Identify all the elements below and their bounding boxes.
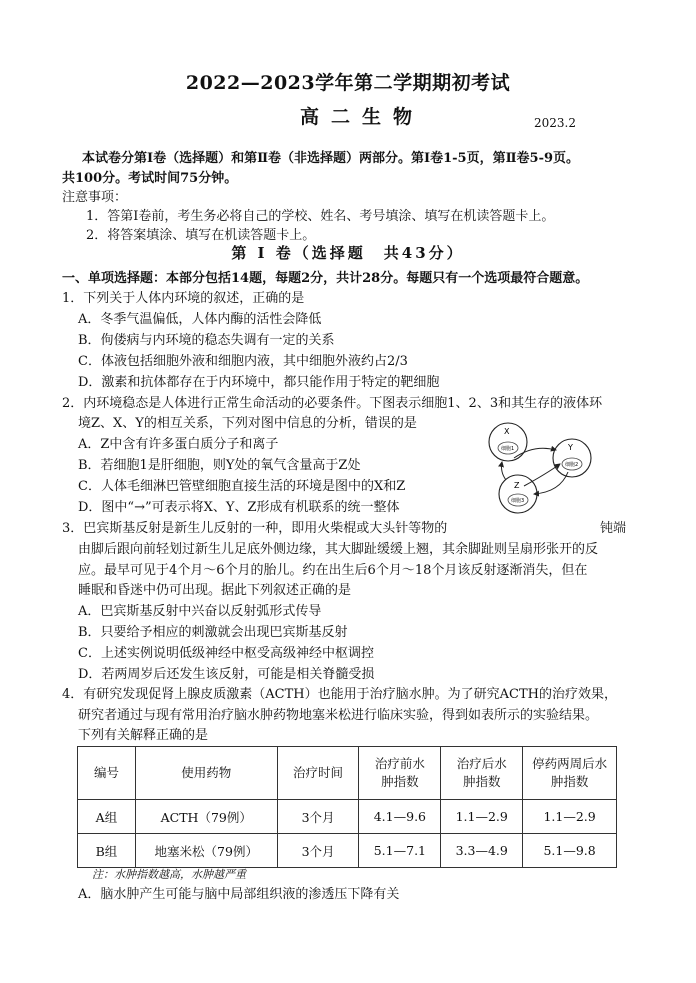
section-title: 第 Ⅰ 卷（选择题 共43分）: [231, 244, 465, 262]
q2-option-d: D．图中“→”可表示将X、Y、Z形成有机联系的统一整体: [78, 500, 400, 515]
subject-title: 高二生物: [300, 106, 425, 128]
label-cell2: 细胞2: [565, 462, 579, 468]
header-cell-duration: 治疗时间: [277, 747, 359, 800]
table-row: [78, 834, 617, 868]
q2-option-c: C．人体毛细淋巴管壁细胞直接生活的环境是图中的X和Z: [78, 479, 406, 494]
q3-stem-line-2: 由脚后跟向前轻划过新生儿足底外侧边缘，其大脚趾缓缓上翘，其余脚趾则呈扇形张开的反: [78, 542, 599, 557]
body-fluid-diagram: [484, 418, 596, 516]
q1-option-a: A．冬季气温偏低，人体内酶的活性会降低: [78, 312, 322, 327]
q1-stem: 1．下列关于人体内环境的叙述，正确的是: [62, 291, 305, 306]
table-row: [78, 800, 617, 834]
label-y: Y: [568, 443, 573, 452]
header-cell-id: 编号: [78, 747, 136, 800]
table-cell: 1.1—2.9: [523, 800, 617, 834]
q3-option-d: D．若两周岁后还发生该反射，可能是相关脊髓受损: [78, 667, 375, 682]
arrow-z-to-x: [502, 462, 507, 480]
table-cell: 3个月: [277, 800, 359, 834]
table-cell: B组: [78, 834, 136, 868]
table-cell: 3.3—4.9: [441, 834, 523, 868]
header-cell-two-weeks: 停药两周后水 肿指数: [523, 747, 617, 800]
q1-option-b: B．佝偻病与内环境的稳态失调有一定的关系: [78, 333, 335, 348]
exam-title: 2022—2023学年第二学期期初考试: [185, 72, 511, 94]
q3-stem-line-1-end: 钝端: [600, 521, 627, 536]
table-cell: 5.1—7.1: [359, 834, 441, 868]
q3-option-c: C．上述实例说明低级神经中枢受高级神经中枢调控: [78, 646, 374, 661]
header-cell-drug: 使用药物: [135, 747, 277, 800]
header-cell-after: 治疗后水 肿指数: [441, 747, 523, 800]
table-cell: 1.1—2.9: [441, 800, 523, 834]
q2-option-b: B．若细胞1是肝细胞，则Y处的氧气含量高于Z处: [78, 458, 361, 473]
table-cell: 5.1—9.8: [523, 834, 617, 868]
label-cell3: 细胞3: [511, 498, 525, 504]
table-cell: 4.1—9.6: [359, 800, 441, 834]
q2-stem-line-1: 2．内环境稳态是人体进行正常生命活动的必要条件。下图表示细胞1、2、3和其生存的液体环: [62, 396, 603, 411]
table-cell: A组: [78, 800, 136, 834]
q3-option-b: B．只要给予相应的刺激就会出现巴宾斯基反射: [78, 625, 348, 640]
intro-line-2: 共100分。考试时间75分钟。: [62, 171, 238, 186]
label-cell1: 细胞1: [501, 446, 515, 452]
table-note: 注：水肿指数越高，水肿越严重: [92, 868, 246, 881]
q2-stem-line-2: 境Z、X、Y的相互关系，下列对图中信息的分析，错误的是: [78, 416, 417, 431]
notice-item-1: 1．答第Ⅰ卷前，考生务必将自己的学校、姓名、考号填涂、填写在机读答题卡上。: [86, 209, 555, 224]
q4-option-a: A．脑水肿产生可能与脑中局部组织液的渗透压下降有关: [78, 887, 400, 902]
arrow-z-to-y: [524, 464, 560, 486]
label-x: X: [504, 427, 510, 436]
exam-date: 2023.2: [534, 116, 576, 130]
label-z: Z: [514, 481, 520, 490]
header-cell-before: 治疗前水 肿指数: [359, 747, 441, 800]
q4-stem-line-3: 下列有关解释正确的是: [78, 728, 209, 743]
q4-stem-line-1: 4．有研究发现促肾上腺皮质激素（ACTH）也能用于治疗脑水肿。为了研究ACTH的治疗效果，: [62, 687, 617, 702]
table-cell: 地塞米松（79例）: [135, 834, 277, 868]
q3-option-a: A．巴宾斯基反射中兴奋以反射弧形式传导: [78, 604, 322, 619]
table-header-row: [78, 747, 617, 800]
notice-item-2: 2．将答案填涂、填写在机读答题卡上。: [86, 228, 316, 243]
table-cell: ACTH（79例）: [135, 800, 277, 834]
part-heading: 一、单项选择题：本部分包括14题，每题2分，共计28分。每题只有一个选项最符合题意。: [62, 271, 589, 286]
results-table: [77, 746, 617, 868]
table-cell: 3个月: [277, 834, 359, 868]
q3-stem-line-4: 睡眠和昏迷中仍可出现。据此下列叙述正确的是: [78, 583, 352, 598]
q1-option-d: D．激素和抗体都存在于内环境中，都只能作用于特定的靶细胞: [78, 375, 440, 390]
q3-stem-line-1: 3．巴宾斯基反射是新生儿反射的一种，即用火柴棍或大头针等物的: [62, 521, 448, 536]
q3-stem-line-3: 应。最早可见于4个月～6个月的胎儿。约在出生后6个月～18个月该反射逐渐消失，但在: [78, 563, 588, 578]
q4-stem-line-2: 研究者通过与现有常用治疗脑水肿药物地塞米松进行临床实验，得到如表所示的实验结果。: [78, 708, 599, 723]
notice-heading: 注意事项：: [62, 190, 128, 205]
q1-option-c: C．体液包括细胞外液和细胞内液，其中细胞外液约占2/3: [78, 354, 408, 369]
intro-line-1: 本试卷分第Ⅰ卷（选择题）和第Ⅱ卷（非选择题）两部分。第Ⅰ卷1-5页，第Ⅱ卷5-9页。: [82, 151, 580, 166]
q2-option-a: A．Z中含有许多蛋白质分子和离子: [78, 437, 279, 452]
